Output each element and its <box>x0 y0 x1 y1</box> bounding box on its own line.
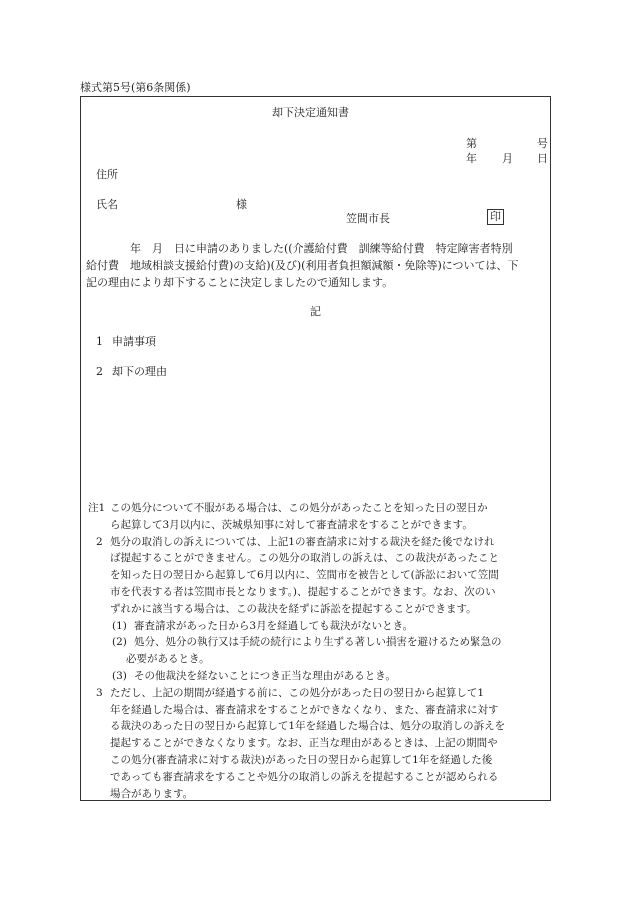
note-1-line: ら起算して3月以内に、茨城県知事に対して審査請求をすることができます。 <box>110 518 473 531</box>
note-2-line: ずれかに該当する場合は、この裁決を経ずに訴訟を提起することができます。 <box>110 602 477 615</box>
note-3-line: 3 ただし、上記の期間が経過する前に、この処分があった日の翌日から起算して1 <box>86 685 544 702</box>
body-line: 年 月 日に申請のありました((介護給付費 訓練等給付費 特定障害者特別 <box>130 242 513 255</box>
name-label: 氏名 <box>96 198 118 211</box>
date-month: 月 <box>502 152 513 165</box>
item-2-number: 2 <box>96 365 103 378</box>
note-2-line: 2 処分の取消しの訴えについては、上記1の審査請求に対する裁決を経た後でなけれ <box>86 534 544 551</box>
item-1-label: 申請事項 <box>112 335 156 348</box>
note-prefix: 注1 <box>88 502 106 514</box>
sub-item-3: (3) その他裁決を経ないことにつき正当な理由があるとき。 <box>112 669 396 682</box>
sub-item-2: (2) 処分、処分の執行又は手続の続行により生ずる著しい損害を避けるため緊急の <box>112 636 502 649</box>
body-line: 給付費 地域相談支援給付費)の支給)(及び)(利用者負担額減額・免除等)については、下 <box>86 259 519 272</box>
body-line: 記の理由により却下することに決定しましたので通知します。 <box>86 276 394 289</box>
seal-mark <box>487 209 504 225</box>
body-paragraph <box>86 240 542 291</box>
form-label: 様式第5号(第6条関係) <box>80 81 191 94</box>
issuer-name: 笠間市長 <box>346 212 390 225</box>
note-3-line: る裁決のあった日の翌日から起算して1年を経過した場合は、処分の取消しの訴えを <box>110 720 506 733</box>
address-label: 住所 <box>96 168 118 181</box>
document-title: 却下決定通知書 <box>272 106 349 119</box>
note-1-line: 注1 この処分について不服がある場合は、この処分があったことを知った日の翌日か <box>86 500 544 517</box>
sub-item-1: (1) 審査請求があった日から3月を経過しても裁決がないとき。 <box>112 619 414 632</box>
number-go: 号 <box>537 137 548 150</box>
note-3-line: 場合があります。 <box>110 787 194 800</box>
note-3-line: であっても審査請求をすることや処分の取消しの訴えを提起することが認められる <box>110 770 499 783</box>
date-day: 日 <box>537 152 548 165</box>
honorific-sama: 様 <box>236 198 247 211</box>
notes-section <box>86 500 544 802</box>
date-year: 年 <box>466 152 477 165</box>
note-3-line: 提起することができなくなります。なお、正当な理由があるときは、上記の期間や <box>110 737 498 750</box>
item-1-number: 1 <box>96 335 103 348</box>
number-dai: 第 <box>466 137 477 150</box>
note-3-line: 年を経過した場合は、審査請求をすることができなくなり、また、審査請求に対す <box>110 703 499 716</box>
note-3-number: 3 <box>96 686 103 699</box>
note-2-line: を知った日の翌日から起算して6月以内に、笠間市を被告として(訴訟において笠間 <box>110 569 499 582</box>
sub-item-2: 必要があるとき。 <box>126 653 210 666</box>
seal-label: 印 <box>487 209 504 225</box>
ki-heading: 記 <box>310 305 321 318</box>
note-3-line: この処分(審査請求に対する裁決)があった日の翌日から起算して1年を経過した後 <box>110 753 493 766</box>
note-2-number: 2 <box>96 535 103 548</box>
note-2-line: ば提起することができません。この処分の取消しの訴えは、この裁決があったこと <box>110 552 500 565</box>
item-2-label: 却下の理由 <box>112 365 167 378</box>
note-2-line: 市を代表する者は笠間市長となります。)、提起することができます。なお、次のい <box>110 585 496 598</box>
